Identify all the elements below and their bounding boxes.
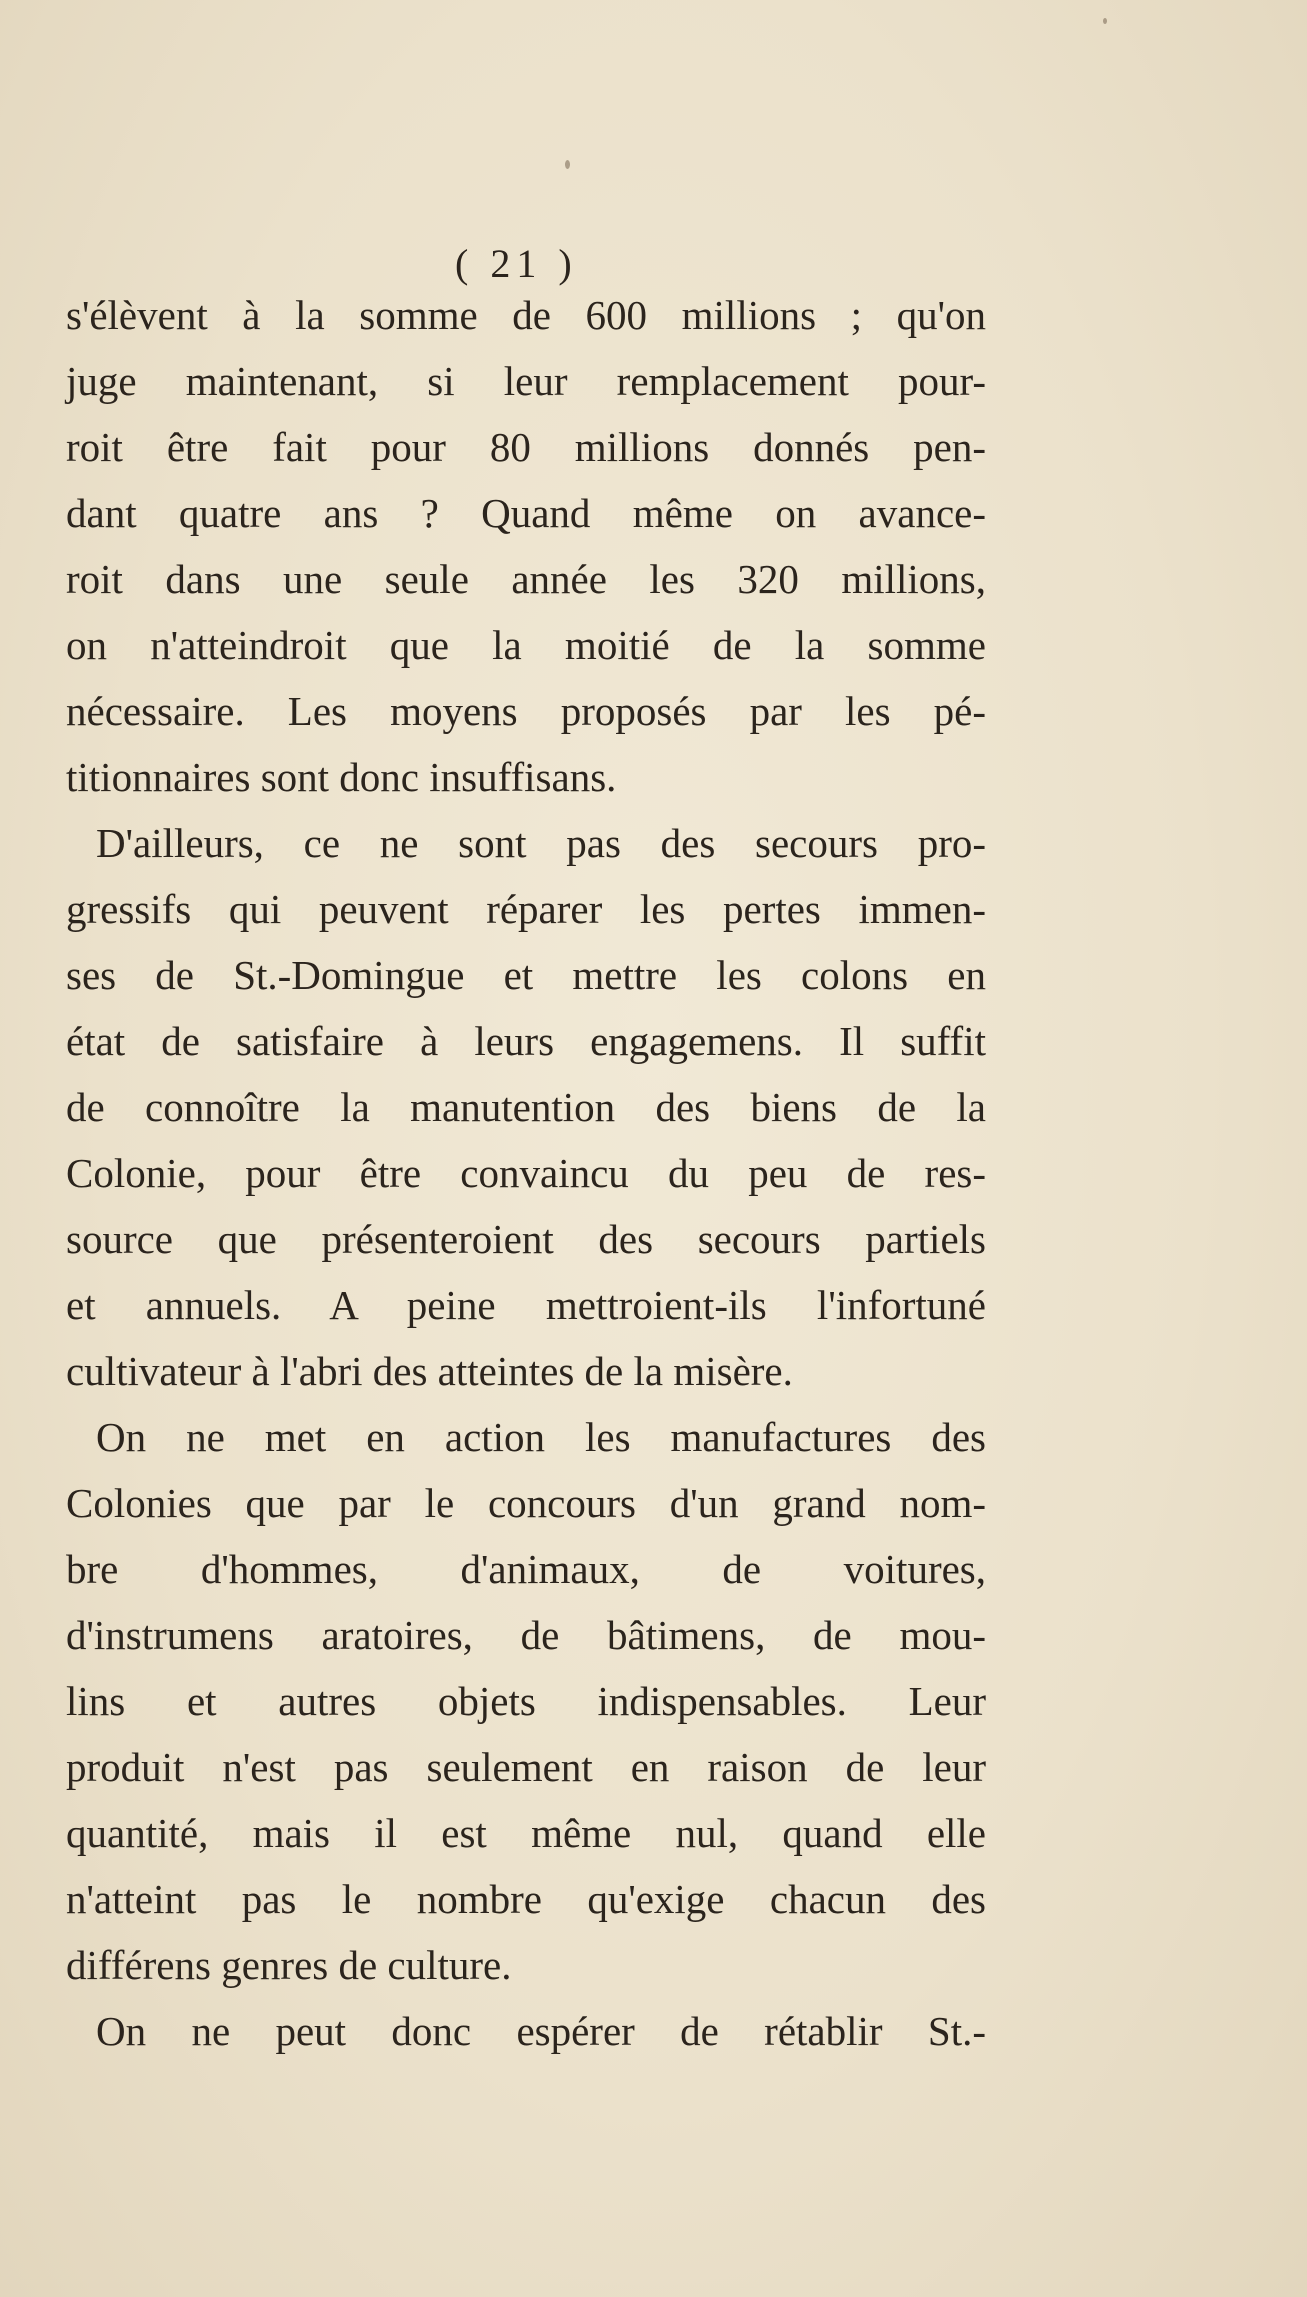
text-line: de connoître la manutention des biens de la <box>66 1084 986 1130</box>
text-line: n'atteint pas le nombre qu'exige chacun des <box>66 1876 986 1922</box>
text-line: dant quatre ans ? Quand même on avance- <box>66 490 986 536</box>
text-line: état de satisfaire à leurs engagemens. Il suffit <box>66 1018 986 1064</box>
page-number: ( 21 ) <box>455 241 578 286</box>
text-line: ses de St.-Domingue et mettre les colons en <box>66 952 986 998</box>
text-line: bre d'hommes, d'animaux, de voitures, <box>66 1546 986 1592</box>
text-line: juge maintenant, si leur remplacement pour- <box>66 358 986 404</box>
text-line: différens genres de culture. <box>66 1942 512 1988</box>
paper-speck <box>565 160 570 169</box>
text-line: produit n'est pas seulement en raison de leur <box>66 1744 986 1790</box>
text-line: nécessaire. Les moyens proposés par les pé- <box>66 688 986 734</box>
text-line: s'élèvent à la somme de 600 millions ; qu'on <box>66 292 986 338</box>
paper-speck <box>1103 18 1107 24</box>
text-line: roit dans une seule année les 320 millions, <box>66 556 986 602</box>
body-text <box>66 282 986 2064</box>
text-line: cultivateur à l'abri des atteintes de la misère. <box>66 1348 793 1394</box>
text-line: roit être fait pour 80 millions donnés pen- <box>66 424 986 470</box>
text-line: titionnaires sont donc insuffisans. <box>66 754 617 800</box>
text-line: Colonies que par le concours d'un grand nom- <box>66 1480 986 1526</box>
text-line: on n'atteindroit que la moitié de la somme <box>66 622 986 668</box>
text-line: d'instrumens aratoires, de bâtimens, de mou- <box>66 1612 986 1658</box>
text-line: On ne met en action les manufactures des <box>96 1414 986 1460</box>
text-line: Colonie, pour être convaincu du peu de res- <box>66 1150 986 1196</box>
text-line: quantité, mais il est même nul, quand elle <box>66 1810 986 1856</box>
text-line: lins et autres objets indispensables. Leur <box>66 1678 986 1724</box>
text-line: et annuels. A peine mettroient-ils l'infortuné <box>66 1282 986 1328</box>
text-line: D'ailleurs, ce ne sont pas des secours pro- <box>96 820 986 866</box>
text-line: On ne peut donc espérer de rétablir St.- <box>96 2008 986 2054</box>
text-line: gressifs qui peuvent réparer les pertes immen- <box>66 886 986 932</box>
text-line: source que présenteroient des secours partiels <box>66 1216 986 1262</box>
